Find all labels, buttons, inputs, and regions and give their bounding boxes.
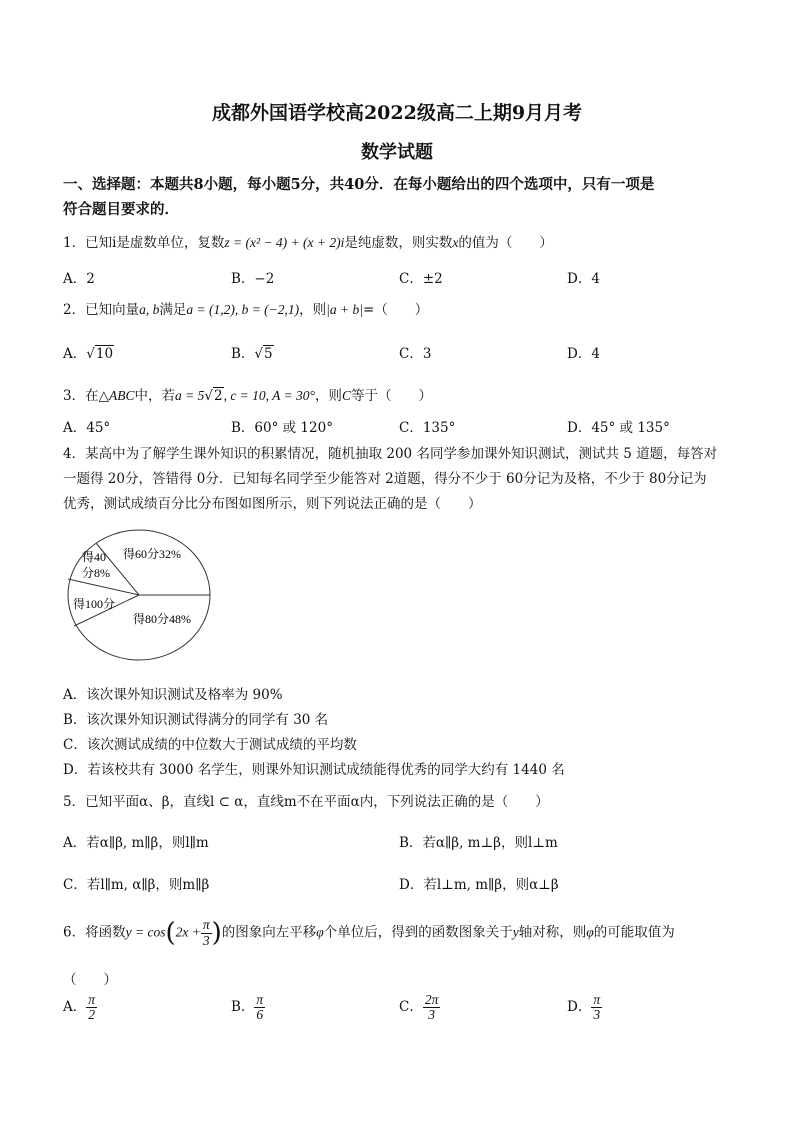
q6-answer-blank: （ ） [63, 972, 117, 988]
question-5: 5．已知平面α、β，直线l ⊂ α，直线m不在平面α内，下列说法正确的是（ ） [63, 794, 549, 810]
q1-post: 是纯虚数，则实数 [344, 235, 453, 251]
q6-y: y [512, 924, 519, 940]
q6-option-c-label: C． [399, 999, 423, 1016]
q1-tail: 的值为（ ） [458, 235, 553, 251]
q6-func: y = cos [125, 924, 166, 940]
question-2 [63, 298, 428, 318]
q3-option-c: C．135° [399, 420, 456, 436]
question-4-line3: 优秀，测试成绩百分比分布图如图所示，则下列说法正确的是（ ） [63, 496, 482, 512]
q2-option-c: C．3 [399, 346, 432, 362]
q6-option-a-num: π [88, 992, 96, 1007]
q6-option-a-label: A． [63, 999, 87, 1016]
q6-pi-over-3 [201, 918, 212, 947]
q6-frac-den: 3 [202, 932, 210, 948]
q3-mid: 中，若 [134, 388, 175, 404]
question-4-line1: 4．某高中为了解学生课外知识的积累情况，随机抽取 200 名同学参加课外知识测试，测试共 5 道题，每答对 [63, 446, 718, 462]
q6-post2: 个单位后，得到的函数图象关于 [323, 924, 513, 941]
pie-label-100: 得100分 [73, 597, 116, 611]
q2-abs: |a + b| [326, 302, 363, 317]
q6-option-d-den: 3 [593, 1007, 601, 1023]
q1-option-a: A．2 [63, 271, 95, 287]
q3-pre: 3．在 [63, 388, 99, 404]
q1-option-d: D．4 [567, 271, 600, 287]
pie-label-40-line1: 得40 [82, 550, 107, 564]
q2-option-a-label: A． [63, 346, 87, 362]
q5-option-c: C．若l∥m, α∥β，则m∥β [63, 877, 210, 893]
page-subtitle: 数学试题 [361, 142, 433, 163]
q3-option-a: A．45° [63, 420, 111, 436]
q3-tri: △ABC [98, 388, 135, 403]
q2-mid: 满足 [159, 302, 187, 318]
q2-option-a-sqrt: 10 [95, 346, 114, 362]
q2-post: ，则 [299, 302, 327, 318]
q4-option-c: C．该次测试成绩的中位数大于测试成绩的平均数 [63, 737, 357, 753]
q6-post: 的图象向左平移 [221, 924, 317, 941]
q6-option-b-label: B． [231, 999, 255, 1016]
q3-post: ，则 [314, 388, 342, 404]
q6-arg: 2x + [175, 924, 201, 940]
q3-expr2: , c = 10, A = 30° [223, 388, 315, 403]
section-heading-line1: 一、选择题：本题共8小题，每小题5分，共40分．在每小题给出的四个选项中，只有一项是 [63, 176, 655, 193]
q3-sqrt: 2 [213, 388, 223, 404]
q6-option-d-num: π [593, 992, 601, 1007]
q6-option-d [567, 993, 602, 1022]
q2-pre: 2．已知向量 [63, 302, 140, 318]
q4-option-b: B．该次课外知识测试得满分的同学有 30 名 [63, 712, 329, 728]
q2-tail: =（ ） [362, 302, 429, 318]
question-3: 3．在△ABC中，若a = 5√2, c = 10, A = 30°，则C等于（ ） [63, 388, 432, 404]
question-4-line2: 一题得 20分，答错得 0分．已知每名同学至少能答对 2道题，得分不少于 60分记为及格，不少于 80分记为 [63, 471, 707, 487]
section-heading-line2: 符合题目要求的． [63, 201, 179, 218]
question-6: 6．将函数y = cos(2x + $\frac{\pi}{3}$ )的图象向左平移φ个单位后，得到的函数图象关于y轴对称，则φ的可能取值为 [63, 917, 675, 948]
pie-label-40-line2: 分8% [82, 566, 110, 580]
q6-option-a-den: 2 [88, 1007, 95, 1023]
q4-option-d: D．若该校共有 3000 名学生，则课外知识测试成绩能得优秀的同学大约有 1440 名 [63, 762, 565, 778]
score-pie-chart [60, 520, 220, 670]
q3-option-d: D．45° 或 135° [567, 420, 670, 436]
q6-option-c-num: 2π [424, 992, 439, 1007]
q1-var: x [452, 235, 459, 250]
q1-pre: 1．已知i是虚数单位，复数 [63, 235, 225, 251]
q6-option-c [399, 993, 440, 1022]
q1-expr: z = (x² − 4) + (x + 2)i [224, 235, 345, 250]
q6-option-b-num: π [256, 992, 264, 1007]
q2-option-d: D．4 [567, 346, 600, 362]
q6-option-d-label: D． [567, 999, 592, 1016]
q6-option-b [231, 993, 265, 1022]
q6-phi-2: φ [586, 924, 594, 940]
q3-var: C [341, 388, 351, 403]
q2-option-b-label: B． [231, 346, 255, 362]
page-title: 成都外国语学校高2022级高二上期9月月考 [211, 102, 583, 124]
q5-option-d: D．若l⊥m, m∥β，则α⊥β [399, 877, 559, 893]
q2-expr: a = (1,2), b = (−2,1) [186, 302, 300, 317]
pie-label-80: 得80分48% [133, 612, 191, 626]
q5-option-b: B．若α∥β, m⊥β，则l⊥m [399, 835, 558, 851]
q1-option-c: C．±2 [399, 271, 443, 287]
question-1 [63, 231, 553, 251]
pie-label-60: 得60分32% [123, 547, 181, 561]
q6-post4: 的可能取值为 [593, 924, 675, 941]
q4-option-a: A．该次课外知识测试及格率为 90% [63, 687, 283, 703]
q2-option-a: A．√10 [63, 346, 114, 362]
q6-pre: 6．将函数 [63, 924, 126, 941]
q6-option-b-den: 6 [256, 1007, 264, 1023]
q2-vec: a, b [139, 302, 160, 317]
q3-expr: a = 5 [174, 388, 205, 403]
q6-option-c-den: 3 [428, 1007, 435, 1023]
q3-tail: 等于（ ） [350, 388, 432, 404]
q6-frac-num: π [202, 917, 210, 933]
q3-option-b: B．60° 或 120° [231, 420, 333, 436]
q5-option-a: A．若α∥β, m∥β，则l∥m [63, 835, 209, 851]
q1-option-b: B．−2 [231, 271, 275, 287]
q6-post3: 轴对称，则 [518, 924, 587, 941]
q6-option-a [63, 993, 97, 1022]
q2-option-b: B．√5 [231, 346, 273, 362]
q6-phi: φ [316, 924, 324, 940]
q2-option-b-sqrt: 5 [264, 346, 273, 362]
